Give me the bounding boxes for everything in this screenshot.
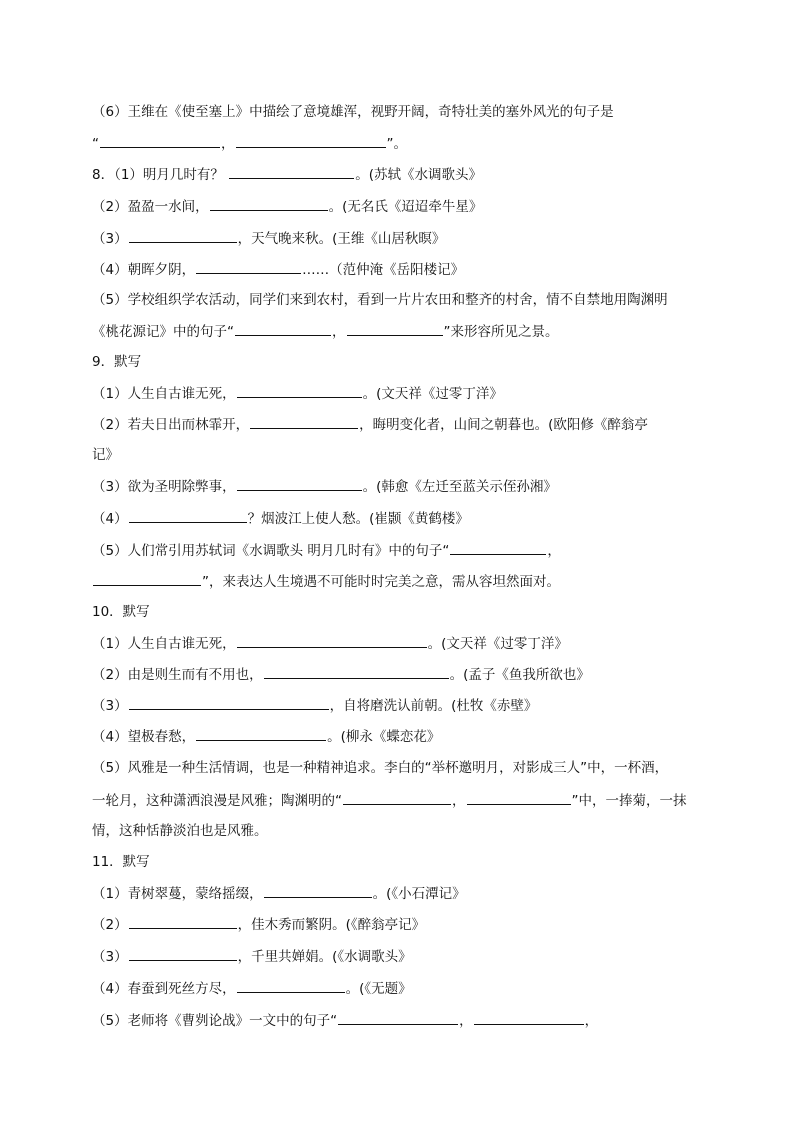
text-line — [92, 695, 537, 716]
text-segment: ， — [459, 1013, 473, 1029]
answer-blank[interactable] — [236, 133, 386, 148]
text-segment: （3） — [92, 949, 128, 965]
text-segment: 记》 — [92, 447, 119, 463]
text-line — [92, 914, 425, 935]
text-line — [92, 102, 614, 122]
text-line — [92, 821, 268, 841]
text-line — [92, 726, 440, 747]
answer-blank[interactable] — [250, 414, 358, 429]
text-segment: 10．默写 — [92, 604, 150, 620]
text-segment: ，自将磨洗认前朝。(杜牧《赤壁》 — [329, 698, 538, 714]
text-line — [92, 540, 561, 561]
text-line — [92, 383, 503, 404]
answer-blank[interactable] — [474, 1010, 584, 1025]
answer-blank[interactable] — [237, 383, 362, 398]
answer-blank[interactable] — [235, 321, 331, 336]
text-segment: （1）青树翠蔓，蒙络摇缀， — [92, 886, 263, 902]
text-line — [92, 664, 590, 685]
answer-blank[interactable] — [237, 633, 427, 648]
text-line — [92, 228, 445, 249]
text-segment: ，天气晚来秋。(王维《山居秋暝》 — [237, 231, 446, 247]
text-line — [92, 259, 464, 280]
answer-blank[interactable] — [264, 664, 449, 679]
text-segment: 。(《小石潭记》 — [372, 886, 466, 902]
text-segment: 。(苏轼《水调歌头》 — [355, 167, 483, 183]
answer-blank[interactable] — [338, 1010, 458, 1025]
text-line — [92, 476, 557, 497]
text-line — [92, 602, 150, 622]
answer-blank[interactable] — [129, 914, 237, 929]
text-line — [92, 508, 469, 529]
answer-blank[interactable] — [343, 790, 451, 805]
text-segment: （3） — [92, 231, 128, 247]
text-segment: 。(文天祥《过零丁洋》 — [362, 386, 503, 402]
text-segment: （4）朝晖夕阴， — [92, 262, 196, 278]
answer-blank[interactable] — [237, 476, 362, 491]
text-line — [92, 133, 407, 154]
text-segment: ，晦明变化者，山间之朝暮也。(欧阳修《醉翁亭 — [359, 417, 648, 433]
text-line — [92, 633, 568, 654]
answer-blank[interactable] — [129, 946, 237, 961]
text-segment: ”来形容所见之景。 — [443, 324, 559, 340]
text-segment: 。(孟子《鱼我所欲也》 — [449, 667, 590, 683]
text-line — [92, 852, 150, 872]
answer-blank[interactable] — [229, 164, 354, 179]
text-segment: （3）欲为圣明除弊事， — [92, 479, 236, 495]
text-line — [92, 883, 466, 904]
text-segment: ， — [452, 793, 466, 809]
answer-blank[interactable] — [264, 883, 372, 898]
text-line — [92, 414, 648, 435]
text-segment: （1）人生自古谁无死， — [92, 386, 236, 402]
text-segment: ”，来表达人生境遇不可能时时完美之意，需从容坦然面对。 — [202, 574, 560, 590]
text-line — [92, 758, 668, 778]
text-segment: （5）风雅是一种生活情调，也是一种精神追求。李白的“举杯邀明月，对影成三人”中，一杯酒， — [92, 760, 669, 776]
text-segment: ……（范仲淹《岳阳楼记》 — [302, 262, 465, 278]
text-line — [92, 445, 119, 465]
text-segment: ”。 — [386, 136, 407, 152]
text-segment: 情，这种恬静淡泊也是风雅。 — [92, 823, 268, 839]
text-segment: ”中，一捧菊，一抹 — [571, 793, 687, 809]
text-segment: 。(柳永《蝶恋花》 — [327, 729, 441, 745]
text-segment: “ — [92, 136, 99, 152]
text-line — [92, 321, 559, 342]
text-line — [92, 571, 560, 592]
text-segment: ？烟波江上使人愁。(崔颢《黄鹤楼》 — [247, 511, 469, 527]
text-line — [92, 978, 412, 999]
text-segment: ， — [584, 1013, 599, 1029]
text-segment: （3） — [92, 698, 128, 714]
text-segment: 11．默写 — [92, 854, 150, 870]
answer-blank[interactable] — [129, 228, 237, 243]
text-segment: 《桃花源记》中的句子“ — [92, 324, 234, 340]
text-segment: 。(韩愈《左迁至蓝关示侄孙湘》 — [362, 479, 557, 495]
text-line — [92, 1010, 598, 1031]
answer-blank[interactable] — [237, 978, 345, 993]
text-line — [92, 790, 687, 811]
text-segment: （4）春蚕到死丝方尽， — [92, 981, 236, 997]
answer-blank[interactable] — [129, 695, 329, 710]
text-segment: （5）学校组织学农活动，同学们来到农村，看到一片片农田和整齐的村舍，情不自禁地用陶渊明 — [92, 292, 668, 308]
text-line — [92, 196, 482, 217]
text-segment: （2）由是则生而有不用也， — [92, 667, 263, 683]
text-segment: （5）老师将《曹刿论战》一文中的句子“ — [92, 1013, 338, 1029]
text-segment: （6）王维在《使至塞上》中描绘了意境雄浑，视野开阔，奇特壮美的塞外风光的句子是 — [92, 104, 614, 120]
text-segment: （1）人生自古谁无死， — [92, 636, 236, 652]
text-segment: ， — [332, 324, 346, 340]
text-segment: ， — [221, 136, 235, 152]
text-line — [92, 290, 668, 310]
answer-blank[interactable] — [347, 321, 443, 336]
answer-blank[interactable] — [210, 196, 328, 211]
answer-blank[interactable] — [196, 726, 326, 741]
text-line — [92, 352, 141, 372]
text-segment: （2） — [92, 917, 128, 933]
text-line — [92, 164, 482, 185]
answer-blank[interactable] — [129, 508, 247, 523]
text-segment: 。(无名氏《迢迢牵牛星》 — [328, 199, 483, 215]
text-segment: 一轮月，这种潇洒浪漫是风雅；陶渊明的“ — [92, 793, 342, 809]
answer-blank[interactable] — [100, 133, 220, 148]
text-segment: （4） — [92, 511, 128, 527]
text-segment: 。(文天祥《过零丁洋》 — [427, 636, 568, 652]
text-segment: （5）人们常引用苏轼词《水调歌头 明月几时有》中的句子“ — [92, 543, 450, 559]
text-segment: 9．默写 — [92, 354, 142, 370]
text-segment: ，佳木秀而繁阴。(《醉翁亭记》 — [237, 917, 426, 933]
answer-blank[interactable] — [467, 790, 571, 805]
text-segment: 。(《无题》 — [345, 981, 412, 997]
text-segment: （4）望极春愁， — [92, 729, 196, 745]
text-segment: （2）若夫日出而林霏开， — [92, 417, 250, 433]
text-segment: 8．（1）明月几时有？ — [92, 167, 229, 183]
text-line — [92, 946, 412, 967]
text-segment: ，千里共婵娟。(《水调歌头》 — [237, 949, 412, 965]
text-segment: （2）盈盈一水间， — [92, 199, 209, 215]
answer-blank[interactable] — [450, 540, 546, 555]
text-segment: ， — [547, 543, 561, 559]
answer-blank[interactable] — [196, 259, 301, 274]
answer-blank[interactable] — [93, 571, 201, 586]
